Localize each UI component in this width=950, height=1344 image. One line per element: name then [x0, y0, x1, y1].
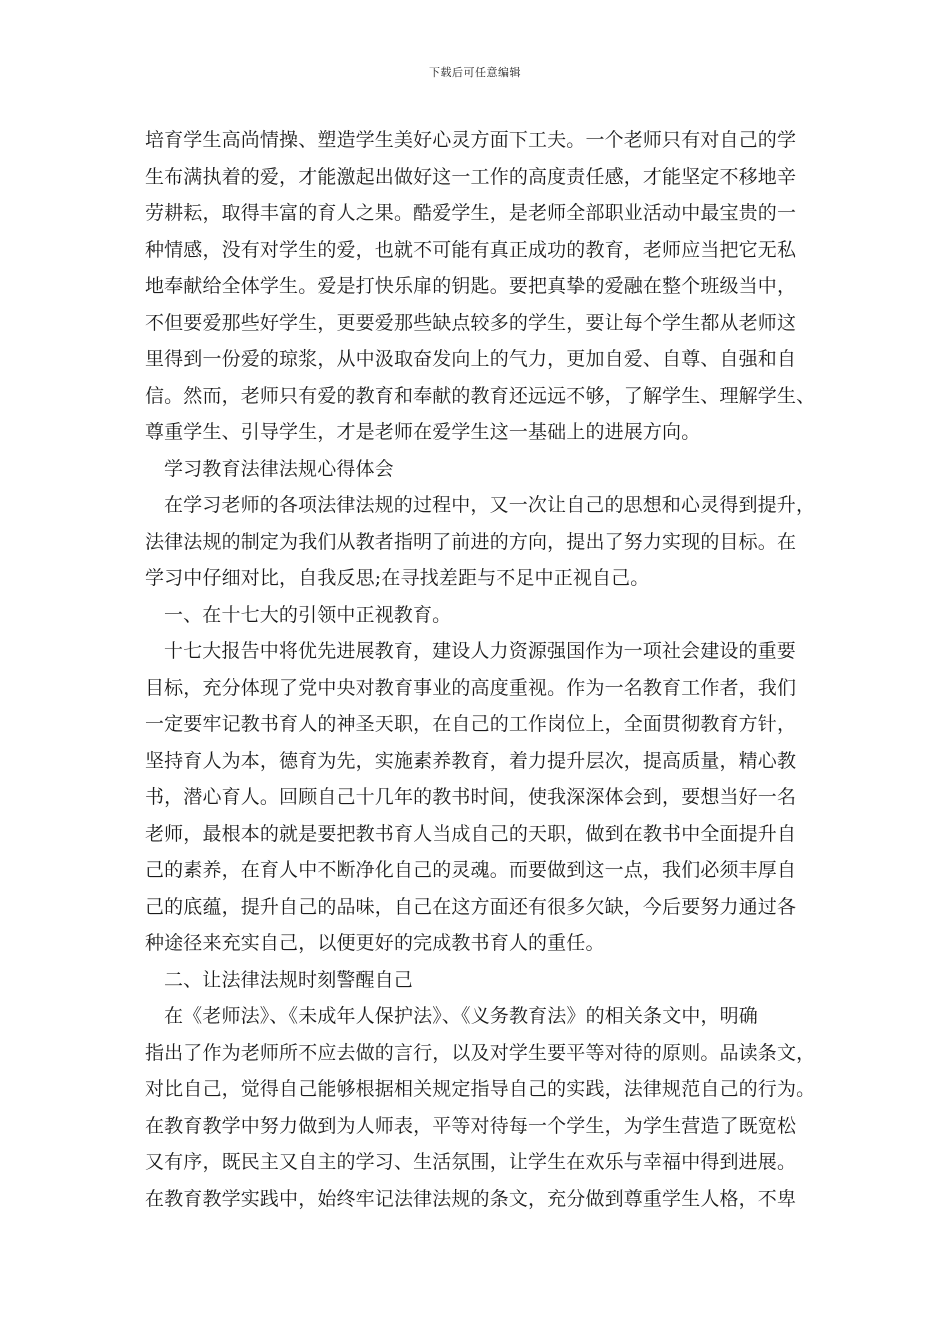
text-line: 书，潜心育人。回顾自己十几年的教书时间，使我深深体会到，要想当好一名 [145, 786, 797, 808]
text-line: 己的底蕴，提升自己的品味，自己在这方面还有很多欠缺，今后要努力通过各 [145, 895, 797, 918]
text-line: 一定要牢记教书育人的神圣天职，在自己的工作岗位上，全面贯彻教育方针， [145, 713, 797, 735]
text-line: 种途径来充实自己，以便更好的完成教书育人的重任。 [145, 932, 605, 954]
text-line: 又有序，既民主又自主的学习、生活氛围，让学生在欢乐与幸福中得到进展。 [145, 1151, 797, 1173]
text-line: 法律法规的制定为我们从教者指明了前进的方向，提出了努力实现的目标。在 [145, 530, 797, 553]
text-line: 培育学生高尚情操、塑造学生美好心灵方面下工夫。一个老师只有对自己的学 [145, 129, 797, 151]
text-line: 信。然而，老师只有爱的教育和奉献的教育还远远不够，了解学生、理解学生、 [145, 384, 816, 407]
text-line: 二、让法律法规时刻警醒自己 [164, 968, 413, 991]
text-line: 学习中仔细对比，自我反思;在寻找差距与不足中正视自己。 [145, 567, 650, 589]
text-line: 目标，充分体现了党中央对教育事业的高度重视。作为一名教育工作者，我们 [145, 676, 797, 699]
text-line: 里得到一份爱的琼浆，从中汲取奋发向上的气力，更加自爱、自尊、自强和自 [145, 348, 797, 370]
text-line: 生布满执着的爱，才能激起出做好这一工作的高度责任感，才能坚定不移地辛 [145, 165, 797, 188]
text-line: 地奉献给全体学生。爱是打快乐扉的钥匙。要把真挚的爱融在整个班级当中， [145, 275, 797, 297]
text-line: 己的素养，在育人中不断净化自己的灵魂。而要做到这一点，我们必须丰厚自 [145, 859, 797, 881]
text-line: 在教育教学中努力做到为人师表，平等对待每一个学生，为学生营造了既宽松 [145, 1114, 797, 1137]
text-line: 劳耕耘，取得丰富的育人之果。酷爱学生，是老师全部职业活动中最宝贵的一 [145, 202, 797, 224]
text-line: 一、在十七大的引领中正视教育。 [164, 603, 452, 626]
text-line: 尊重学生、引导学生，才是老师在爱学生这一基础上的进展方向。 [145, 421, 701, 443]
text-line: 在《老师法》、《未成年人保护法》、《义务教育法》的相关条文中，明确 [164, 1005, 758, 1027]
text-line: 坚持育人为本，德育为先，实施素养教育，着力提升层次，提高质量，精心教 [145, 749, 797, 772]
text-line: 种情感，没有对学生的爱，也就不可能有真正成功的教育，老师应当把它无私 [145, 238, 797, 261]
text-line: 学习教育法律法规心得体会 [164, 457, 394, 480]
text-line: 在学习老师的各项法律法规的过程中，又一次让自己的思想和心灵得到提升， [164, 494, 816, 516]
page-header-note: 下载后可任意编辑 [429, 66, 521, 79]
text-line: 在教育教学实践中，始终牢记法律法规的条文，充分做到尊重学生人格，不卑 [145, 1187, 797, 1210]
text-line: 对比自己，觉得自己能够根据相关规定指导自己的实践，法律规范自己的行为。 [145, 1078, 816, 1100]
text-line: 老师，最根本的就是要把教书育人当成自己的天职，做到在教书中全面提升自 [145, 822, 797, 845]
text-line: 不但要爱那些好学生，更要爱那些缺点较多的学生，要让每个学生都从老师这 [145, 311, 797, 334]
text-line: 指出了作为老师所不应去做的言行，以及对学生要平等对待的原则。品读条文， [145, 1041, 816, 1064]
text-line: 十七大报告中将优先进展教育，建设人力资源强国作为一项社会建设的重要 [164, 640, 796, 662]
document-body [145, 122, 825, 1217]
